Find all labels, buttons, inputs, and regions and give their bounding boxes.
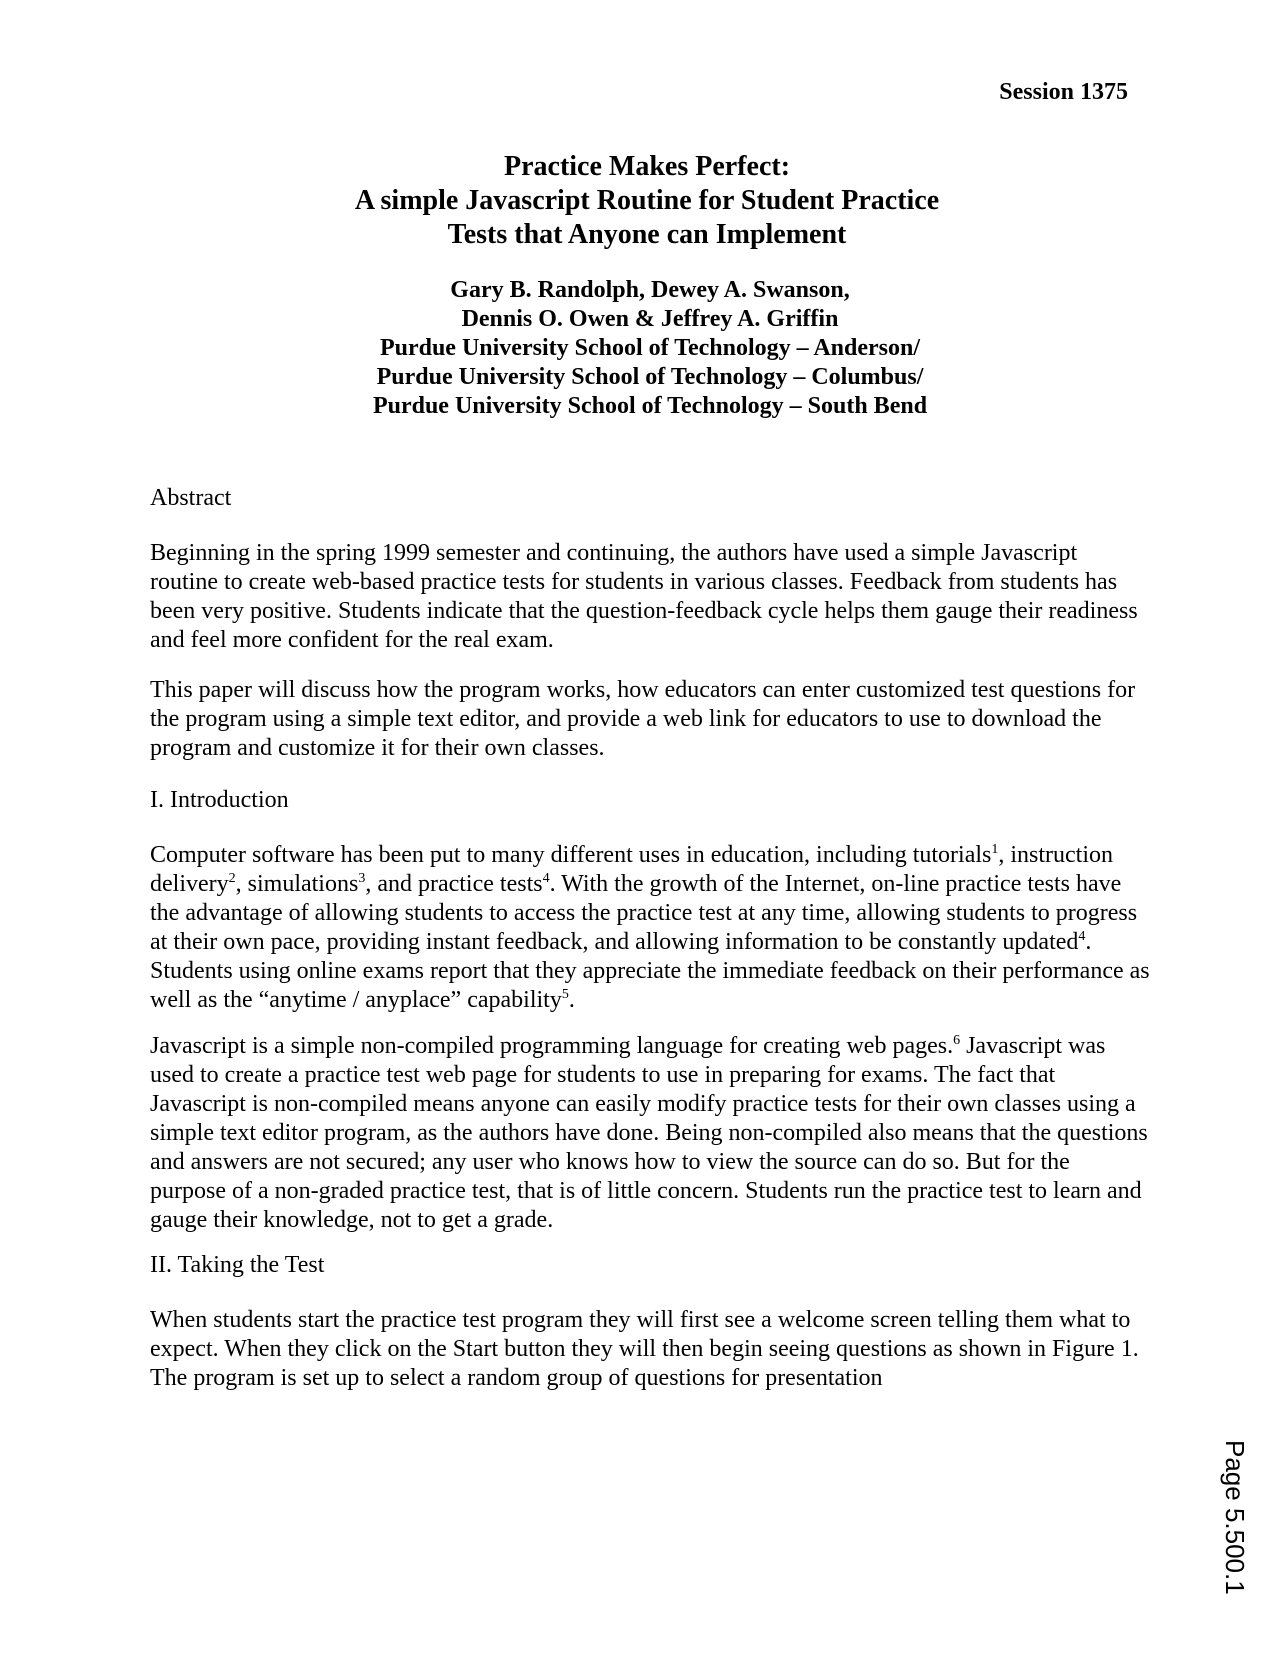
affiliation-line-1: Purdue University School of Technology – Anderson/: [379, 335, 921, 361]
text-run: . With the growth of the Internet, on-line practice tests have the advantage of allowing students to access the practice test at any time, allowing students to progress at their own pace, providing instant feedback, and allowing information to be constantly updated: [150, 871, 1138, 955]
citation-ref: 1: [991, 842, 999, 857]
abstract-paragraph-1-text: Beginning in the spring 1999 semester and continuing, the authors have used a simple Javascript routine to create web-based practice tests for students in various classes. Feedback from students has been very positive. Students indicate that the question-feedback cycle helps them gauge their readiness and feel more confident for the real exam.: [150, 540, 1138, 653]
text-run: Computer software has been put to many different uses in education, including tutorials: [150, 842, 992, 868]
taking-test-paragraph-1-text: When students start the practice test program they will first see a welcome screen telling them what to expect. When they click on the Start button they will then begin seeing questions as shown in Figure 1. The program is set up to select a random group of questions for presentation: [150, 1307, 1139, 1391]
text-run: Javascript is a simple non-compiled programming language for creating web pages.: [150, 1033, 954, 1059]
paper-title: [0, 150, 1280, 252]
abstract-paragraph-2-text: This paper will discuss how the program works, how educators can enter customized test questions for the program using a simple text editor, and provide a web link for educators to use to download the program and customize it for their own classes.: [150, 677, 1136, 761]
title-line-1: Practice Makes Perfect:: [503, 151, 791, 182]
citation-ref: 5: [561, 987, 569, 1002]
introduction-paragraph-2-text: [150, 1032, 1150, 1235]
text-run: . Students using online exams report that they appreciate the immediate feedback on their performance as well as the “anytime / anyplace” capability: [150, 929, 1150, 1013]
introduction-paragraph-1: [150, 841, 1150, 1015]
taking-test-paragraph-1: [150, 1306, 1150, 1393]
title-line-2: A simple Javascript Routine for Student Practice: [354, 185, 940, 216]
citation-ref: 2: [228, 871, 236, 886]
affiliation-line-3: Purdue University School of Technology – South Bend: [372, 393, 928, 419]
title-line-3: Tests that Anyone can Implement: [447, 219, 847, 250]
affiliation-line-2: Purdue University School of Technology – Columbus/: [376, 364, 924, 390]
text-run: , simulations: [235, 871, 359, 897]
abstract-paragraph-2: [150, 676, 1150, 763]
text-run: Javascript was used to create a practice test web page for students to use in preparing for exams. The fact that Javascript is non-compiled means anyone can easily modify practice tests for their own classes using a simple text editor program, as the authors have done. Being non-compiled also means that the questions and answers are not secured; any user who knows how to view the source can do so. But for the purpose of a non-graded practice test, that is of little concern. Students run the practice test to learn and gauge their knowledge, not to get a grade.: [150, 1033, 1148, 1233]
citation-ref: 4: [1078, 929, 1086, 944]
citation-ref: 3: [358, 871, 366, 886]
abstract-paragraph-1: [150, 539, 1150, 655]
page-number: Page 5.500.1: [1220, 1440, 1250, 1595]
text-run: , and practice tests: [365, 871, 543, 897]
citation-ref: 6: [953, 1033, 961, 1048]
author-block: [0, 276, 1280, 421]
text-run: , instruction delivery: [150, 842, 1114, 897]
author-names-line-1: Gary B. Randolph, Dewey A. Swanson,: [450, 277, 850, 303]
introduction-heading: I. Introduction: [150, 787, 289, 813]
text-run: .: [568, 987, 575, 1013]
introduction-paragraph-2: [150, 1032, 1150, 1235]
introduction-paragraph-1-text: [150, 841, 1150, 1015]
author-names-line-2: Dennis O. Owen & Jeffrey A. Griffin: [461, 306, 839, 332]
abstract-heading: Abstract: [150, 485, 232, 511]
taking-test-heading: II. Taking the Test: [150, 1252, 325, 1278]
citation-ref: 4: [542, 871, 550, 886]
session-label: Session 1375: [999, 79, 1128, 105]
